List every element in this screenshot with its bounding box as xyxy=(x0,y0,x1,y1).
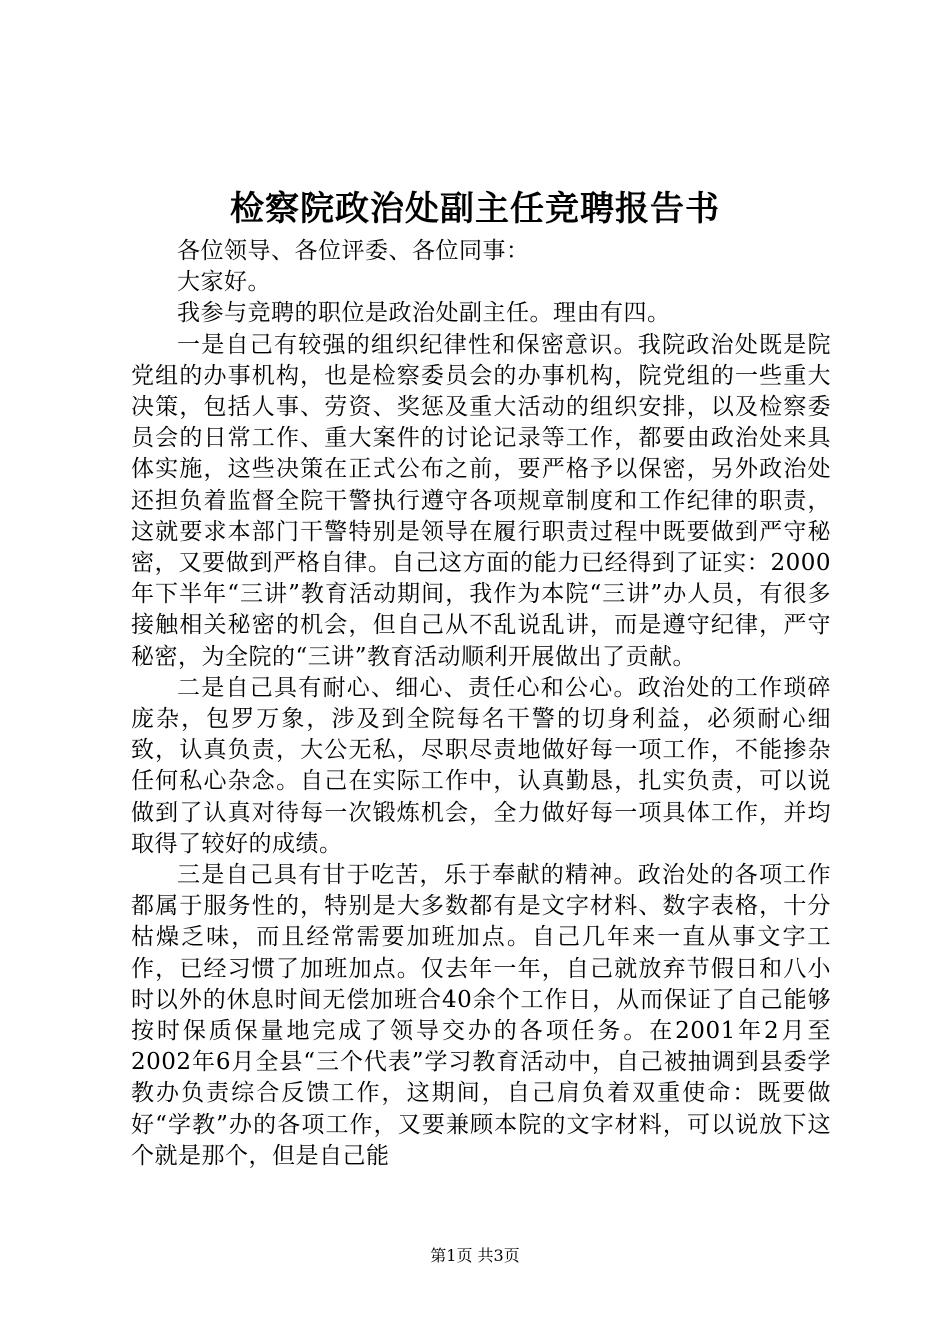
greeting-paragraph: 各位领导、各位评委、各位同事： xyxy=(177,238,530,264)
salutation-paragraph: 大家好。 xyxy=(177,269,271,296)
document-body xyxy=(131,236,831,1172)
document-title: 检察院政治处副主任竞聘报告书 xyxy=(230,189,720,229)
reason-one-paragraph: 一是自己有较强的组织纪律性和保密意识。我院政治处既是院党组的办事机构，也是检察委员会的办事机构，院党组的一些重大决策，包括人事、劳资、奖惩及重大活动的组织安排，以及检察委员会的日常工作、重大案件的讨论记录等工作，都要由政治处来具体实施，这些决策在正式公布之前，要严格予以保密，另外政治处还担负着监督全院干警执行遵守各项规章制度和工作纪律的职责，这就要求本部门干警特别是领导在履行职责过程中既要做到严守秘密，又要做到严格自律。自己这方面的能力已经得到了证实：2000年下半年“三讲”教育活动期间，我作为本院“三讲”办人员，有很多接触相关秘密的机会，但自己从不乱说乱讲，而是遵守纪律，严守秘密，为全院的“三讲”教育活动顺利开展做出了贡献。 xyxy=(131,331,831,670)
intro-paragraph: 我参与竞聘的职位是政治处副主任。理由有四。 xyxy=(177,300,671,327)
reason-two-paragraph: 二是自己具有耐心、细心、责任心和公心。政治处的工作琐碎庞杂，包罗万象，涉及到全院每名干警的切身利益，必须耐心细致，认真负责，大公无私，尽职尽责地做好每一项工作，不能掺杂任何私心杂念。自己在实际工作中，认真勤恳，扎实负责，可以说做到了认真对待每一次锻炼机会，全力做好每一项具体工作，并均取得了较好的成绩。 xyxy=(131,674,831,857)
page-footer: 第1页 共3页 xyxy=(430,1246,520,1265)
reason-three-paragraph: 三是自己具有甘于吃苦，乐于奉献的精神。政治处的各项工作都属于服务性的，特别是大多数都有是文字材料、数字表格，十分枯燥乏味，而且经常需要加班加点。自己几年来一直从事文字工作，已经习惯了加班加点。仅去年一年，自己就放弃节假日和八小时以外的休息时间无偿加班合40余个工作日，从而保证了自己能够按时保质保量地完成了领导交办的各项任务。在2001年2月至2002年6月全县“三个代表”学习教育活动中，自己被抽调到县委学教办负责综合反馈工作，这期间，自己肩负着双重使命：既要做好“学教”办的各项工作，又要兼顾本院的文字材料，可以说放下这个就是那个，但是自己能 xyxy=(131,862,831,1169)
